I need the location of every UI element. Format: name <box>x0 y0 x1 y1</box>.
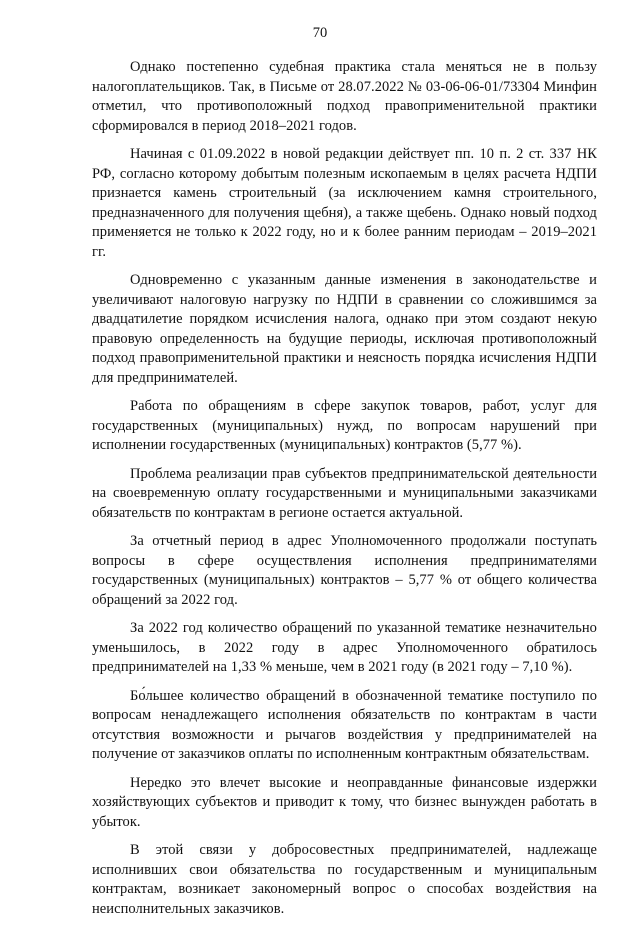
paragraph: За 2022 год количество обращений по указанной тематике незначительно уменьшилось, в 2022 году в адрес Уполномоченного обратилось предпринимателей на 1,33 % меньше, чем в 2021 году (в 2021 году – 7,10 %). <box>92 620 597 675</box>
paragraph: Работа по обращениям в сфере закупок товаров, работ, услуг для государственных (муниципальных) нужд, по вопросам нарушений при исполнении государственных (муниципальных) контрактов (5,77 %). <box>92 398 597 453</box>
paragraph: Однако постепенно судебная практика стала меняться не в пользу налогоплательщиков. Так, в Письме от 28.07.2022 № 03-06-06-01/73304 Минфин отметил, что противоположный подход правоприменительной практики сформировался в период 2018–2021 годов. <box>92 59 597 134</box>
paragraph: Одновременно с указанным данные изменения в законодательстве и увеличивают налоговую нагрузку по НДПИ в сравнении со сложившимся за двадцатилетие порядком исчисления налога, однако при этом создают некую правовую определенность на будущие периоды, исключая противоположный подход правоприменительной практики и неясность порядка исчисления НДПИ для предпринимателей. <box>92 272 597 386</box>
paragraph: В этой связи у добросовестных предпринимателей, надлежаще исполнивших свои обязательства по государственным и муниципальным контрактам, возникает закономерный вопрос о способах воздействия на неисполнительных заказчиков. <box>92 842 597 917</box>
document-body <box>92 58 597 928</box>
page-number: 70 <box>312 25 328 41</box>
paragraph: Нередко это влечет высокие и неоправданные финансовые издержки хозяйствующих субъектов и приводит к тому, что бизнес вынужден работать в убыток. <box>92 774 597 830</box>
paragraph: Проблема реализации прав субъектов предпринимательской деятельности на своевременную оплату государственными и муниципальными заказчиками обязательств по контрактам в регионе остается актуальной. <box>92 465 597 521</box>
paragraph: За отчетный период в адрес Уполномоченного продолжали поступать вопросы в сфере осуществления исполнения предпринимателями государственных (муниципальных) контрактов – 5,77 % от общего количества обращений за 2022 год. <box>92 533 597 608</box>
paragraph: Бо́льшее количество обращений в обозначенной тематике поступило по вопросам ненадлежащего исполнения обязательств по контрактам в части отсутствия возможности и рычагов воздействия у предпринимателей на получение от заказчиков оплаты по исполненным контрактным обязательствам. <box>92 687 597 762</box>
paragraph: Начиная с 01.09.2022 в новой редакции действует пп. 10 п. 2 ст. 337 НК РФ, согласно которому добытым полезным ископаемым в целях расчета НДПИ признается камень строительный (за исключением камня строительного, предназначенного для получения щебня), а также щебень. Однако новый подход применяется не только к 2022 году, но и к более ранним периодам – 2019–2021 гг. <box>92 146 597 260</box>
